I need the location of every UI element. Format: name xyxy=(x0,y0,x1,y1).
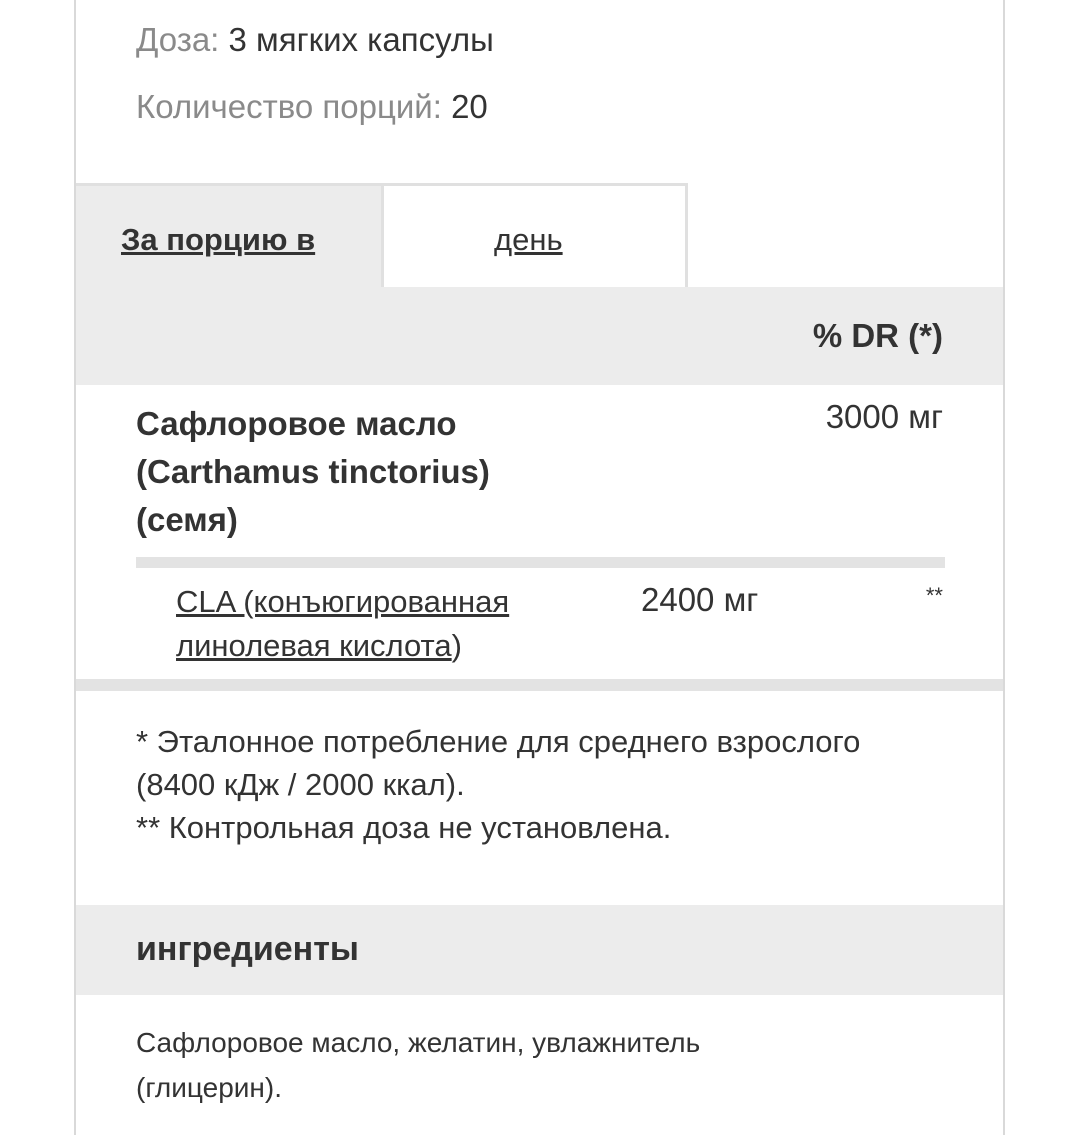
footnote-reference-intake: * Эталонное потребление для среднего взрослого (8400 кДж / 2000 ккал). xyxy=(136,724,861,802)
serving-tabs xyxy=(76,183,1003,287)
servings-row xyxy=(136,87,488,127)
ingredient-name-line: (Carthamus tinctorius) xyxy=(136,453,490,490)
tab-per-day-label[interactable]: день xyxy=(494,222,563,257)
servings-value: 20 xyxy=(451,88,488,125)
ingredients-title: ингредиенты xyxy=(136,930,359,968)
dose-label: Доза: xyxy=(136,21,220,58)
cla-link[interactable]: CLA (конъюгированная линолевая кислота xyxy=(176,584,510,663)
sub-ingredient-name-tail: ) xyxy=(451,628,462,663)
table-bottom-divider xyxy=(76,679,1003,691)
ingredients-text: Сафлоровое масло, желатин, увлажнитель (глицерин). xyxy=(136,1027,701,1103)
servings-label: Количество порций: xyxy=(136,88,442,125)
ingredient-name-line: (семя) xyxy=(136,501,238,538)
dose-row xyxy=(136,20,494,60)
tab-per-serving[interactable] xyxy=(76,183,381,287)
tab-per-day[interactable] xyxy=(381,183,688,287)
ingredient-name xyxy=(136,400,596,544)
sub-ingredient-dr: ** xyxy=(925,583,943,608)
footnote-no-dose: ** Контрольная доза не установлена. xyxy=(136,810,672,845)
table-header xyxy=(76,287,1003,385)
dose-value: 3 мягких капсулы xyxy=(228,21,494,58)
ingredient-name-line: Сафлоровое масло xyxy=(136,405,457,442)
sub-ingredient-amount: 2400 мг xyxy=(641,581,759,618)
footnotes xyxy=(136,720,896,849)
sub-ingredient-name xyxy=(176,580,596,668)
row-divider xyxy=(136,557,945,568)
dr-column-header: % DR (*) xyxy=(812,317,943,354)
ingredient-amount: 3000 мг xyxy=(825,398,943,435)
tab-per-serving-label[interactable]: За порцию в xyxy=(121,222,316,257)
ingredients-header xyxy=(76,905,1003,995)
